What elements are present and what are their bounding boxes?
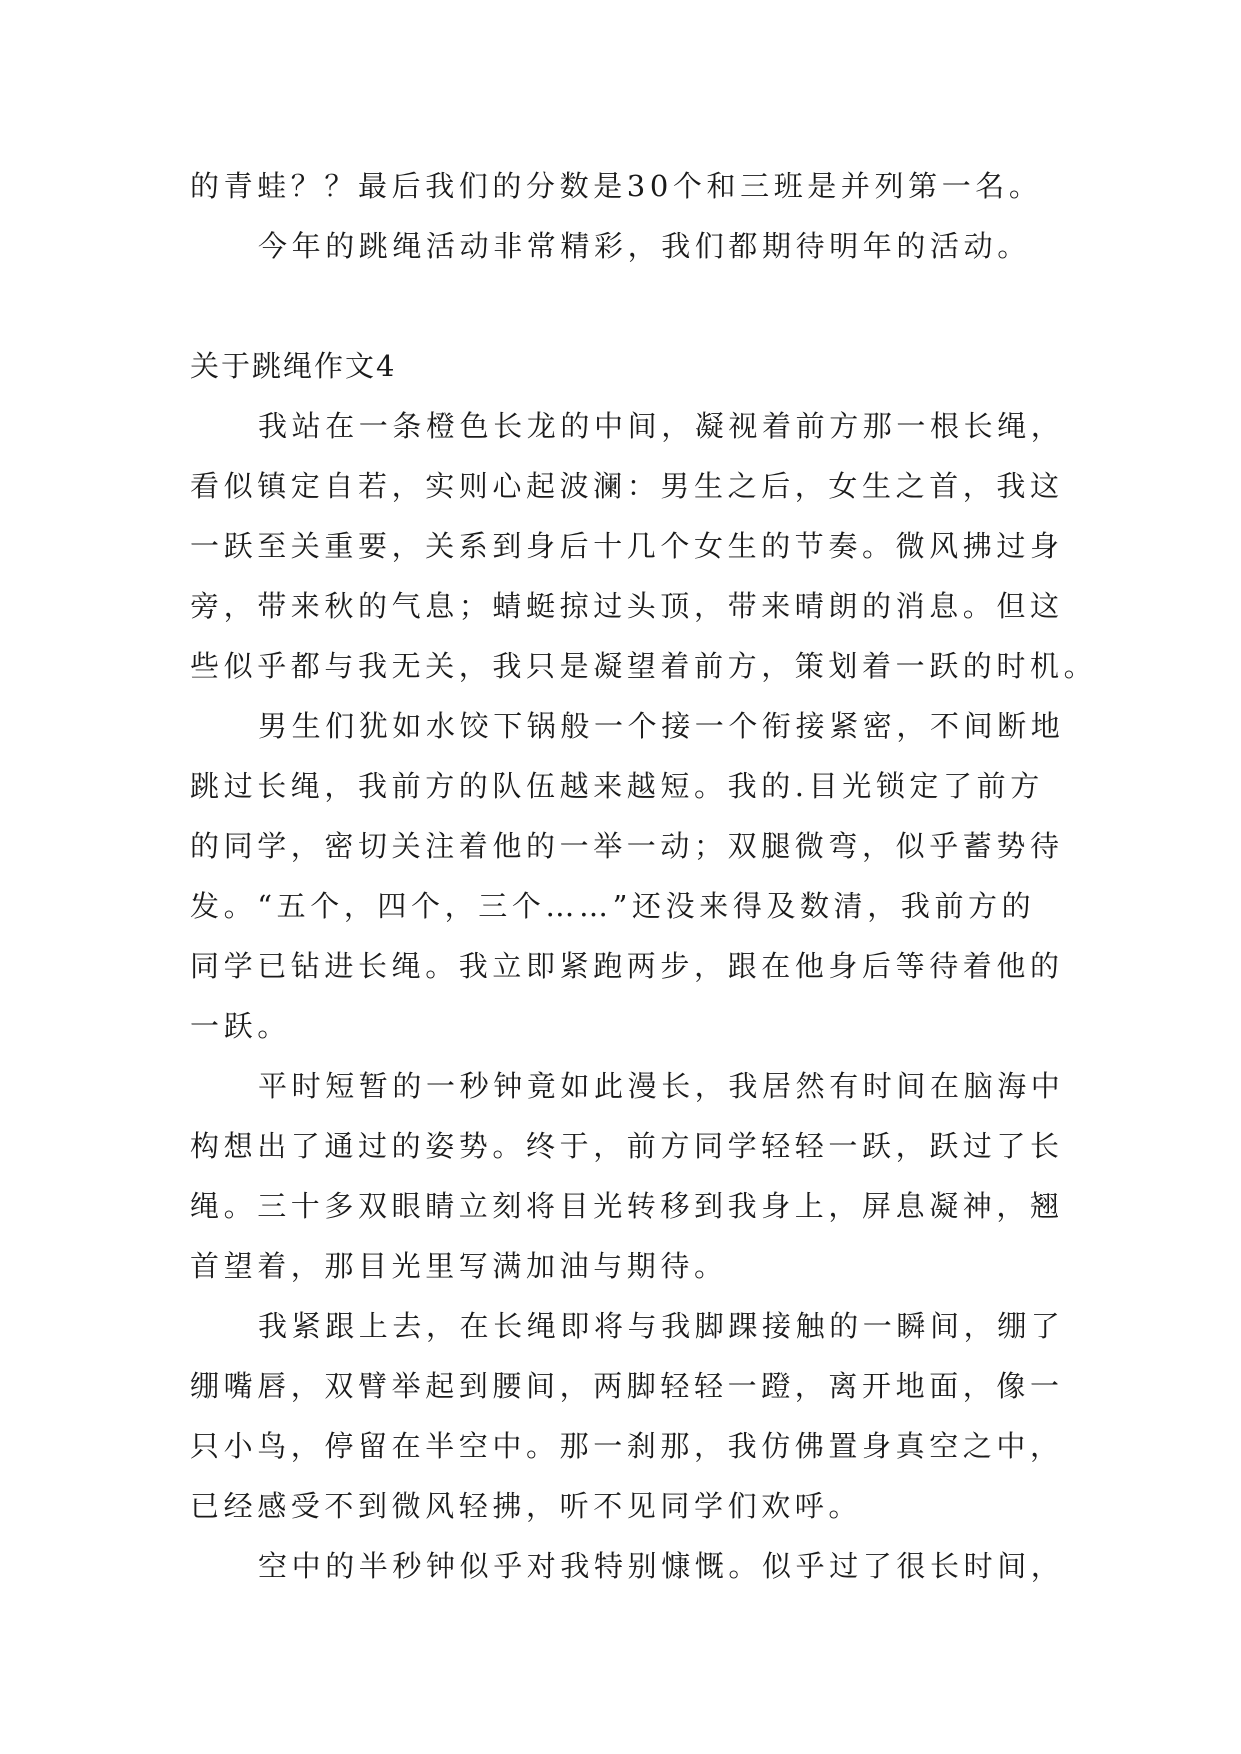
text-line: 一跃至关重要，关系到身后十几个女生的节奏。微风拂过身 [190, 529, 1064, 563]
text-line: 只小鸟，停留在半空中。那一刹那，我仿佛置身真空之中， [190, 1429, 1064, 1463]
text-line: 的青蛙？？最后我们的分数是30个和三班是并列第一名。 [190, 169, 1043, 203]
text-line: 同学已钻进长绳。我立即紧跑两步，跟在他身后等待着他的 [190, 949, 1064, 983]
text-line: 发。“五个，四个，三个……”还没来得及数清，我前方的 [190, 889, 1036, 923]
text-line: 旁，带来秋的气息；蜻蜓掠过头顶，带来晴朗的消息。但这 [190, 589, 1064, 623]
text-line: 绷嘴唇，双臂举起到腰间，两脚轻轻一蹬，离开地面，像一 [190, 1369, 1064, 1403]
text-line: 今年的跳绳活动非常精彩，我们都期待明年的活动。 [258, 229, 1031, 263]
text-line: 构想出了通过的姿势。终于，前方同学轻轻一跃，跃过了长 [190, 1129, 1064, 1163]
text-line: 我站在一条橙色长龙的中间，凝视着前方那一根长绳， [258, 409, 1065, 443]
text-line: 已经感受不到微风轻拂，听不见同学们欢呼。 [190, 1489, 863, 1523]
text-line: 空中的半秒钟似乎对我特别慷慨。似乎过了很长时间， [258, 1549, 1065, 1583]
text-line: 男生们犹如水饺下锅般一个接一个衔接紧密，不间断地 [258, 709, 1065, 743]
text-line: 平时短暂的一秒钟竟如此漫长，我居然有时间在脑海中 [258, 1069, 1065, 1103]
text-line: 的同学，密切关注着他的一举一动；双腿微弯，似乎蓄势待 [190, 829, 1064, 863]
text-line: 首望着，那目光里写满加油与期待。 [190, 1249, 728, 1283]
text-line: 跳过长绳，我前方的队伍越来越短。我的.目光锁定了前方 [190, 769, 1044, 803]
text-line: 看似镇定自若，实则心起波澜：男生之后，女生之首，我这 [190, 469, 1064, 503]
text-line: 我紧跟上去，在长绳即将与我脚踝接触的一瞬间，绷了 [258, 1309, 1065, 1343]
text-line: 一跃。 [190, 1009, 291, 1043]
section-heading: 关于跳绳作文4 [190, 349, 397, 383]
text-line: 些似乎都与我无关，我只是凝望着前方，策划着一跃的时机。 [190, 649, 1098, 683]
text-line: 绳。三十多双眼睛立刻将目光转移到我身上，屏息凝神，翘 [190, 1189, 1064, 1223]
